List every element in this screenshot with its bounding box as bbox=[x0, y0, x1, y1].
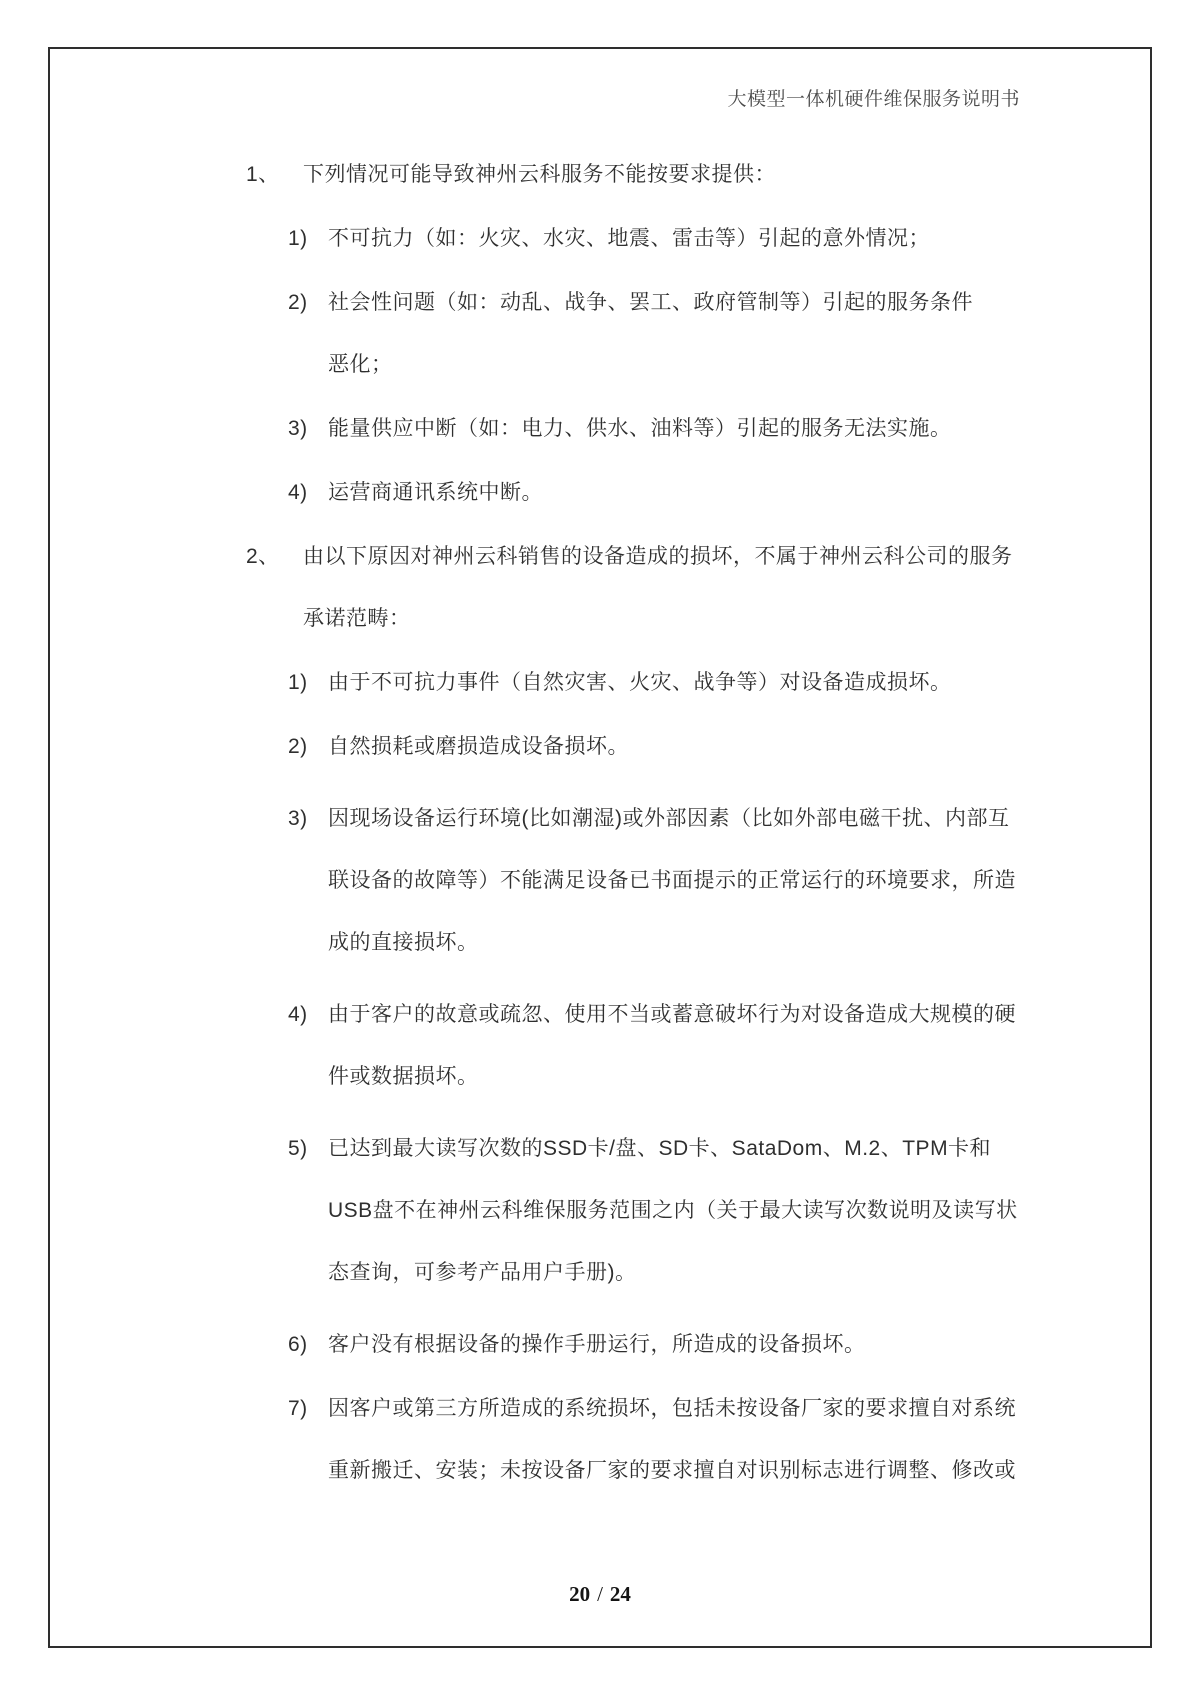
paragraph bbox=[0, 788, 1200, 974]
paragraph bbox=[0, 462, 1200, 524]
text-line: 不可抗力（如：火灾、水灾、地震、雷击等）引起的意外情况； bbox=[328, 227, 930, 250]
text-line: 恶化； bbox=[328, 353, 393, 376]
list-marker: 1、 bbox=[246, 163, 280, 186]
text-line: 自然损耗或磨损造成设备损坏。 bbox=[328, 735, 629, 758]
paragraph bbox=[0, 1378, 1200, 1502]
page-number-total: 24 bbox=[609, 1582, 631, 1606]
list-marker: 1) bbox=[288, 671, 308, 694]
paragraph bbox=[0, 984, 1200, 1108]
paragraph bbox=[0, 716, 1200, 778]
paragraph bbox=[0, 208, 1200, 270]
paragraph bbox=[0, 526, 1200, 650]
list-marker: 7) bbox=[288, 1397, 308, 1420]
text-line: 重新搬迁、安装；未按设备厂家的要求擅自对识别标志进行调整、修改或 bbox=[328, 1459, 1016, 1482]
paragraph bbox=[0, 1314, 1200, 1376]
text-line: 客户没有根据设备的操作手册运行，所造成的设备损坏。 bbox=[328, 1333, 866, 1356]
text-line: 由以下原因对神州云科销售的设备造成的损坏，不属于神州云科公司的服务 bbox=[303, 545, 1013, 568]
header-title: 大模型一体机硬件维保服务说明书 bbox=[727, 89, 1020, 110]
list-marker: 3) bbox=[288, 417, 308, 440]
text-line: 运营商通讯系统中断。 bbox=[328, 481, 543, 504]
list-marker: 3) bbox=[288, 807, 308, 830]
text-line: 因现场设备运行环境(比如潮湿)或外部因素（比如外部电磁干扰、内部互 bbox=[328, 807, 1010, 830]
text-line: 下列情况可能导致神州云科服务不能按要求提供： bbox=[303, 163, 776, 186]
list-marker: 5) bbox=[288, 1137, 308, 1160]
text-line: 社会性问题（如：动乱、战争、罢工、政府管制等）引起的服务条件 bbox=[328, 291, 973, 314]
list-marker: 6) bbox=[288, 1333, 308, 1356]
paragraph bbox=[0, 144, 1200, 206]
paragraph bbox=[0, 272, 1200, 396]
text-line: 能量供应中断（如：电力、供水、油料等）引起的服务无法实施。 bbox=[328, 417, 952, 440]
text-line: 成的直接损坏。 bbox=[328, 931, 479, 954]
text-line: 由于客户的故意或疏忽、使用不当或蓄意破坏行为对设备造成大规模的硬 bbox=[328, 1003, 1016, 1026]
page-number-separator: / bbox=[597, 1582, 603, 1606]
text-line: 件或数据损坏。 bbox=[328, 1065, 479, 1088]
paragraph bbox=[0, 398, 1200, 460]
text-line: 承诺范畴： bbox=[303, 607, 411, 630]
text-line: 因客户或第三方所造成的系统损坏，包括未按设备厂家的要求擅自对系统 bbox=[328, 1397, 1016, 1420]
text-line: 态查询，可参考产品用户手册)。 bbox=[328, 1261, 637, 1284]
list-marker: 2、 bbox=[246, 545, 280, 568]
list-marker: 4) bbox=[288, 481, 308, 504]
text-line: 由于不可抗力事件（自然灾害、火灾、战争等）对设备造成损坏。 bbox=[328, 671, 952, 694]
list-marker: 1) bbox=[288, 227, 308, 250]
list-marker: 4) bbox=[288, 1003, 308, 1026]
page-number-current: 20 bbox=[569, 1582, 591, 1606]
text-line: 联设备的故障等）不能满足设备已书面提示的正常运行的环境要求，所造 bbox=[328, 869, 1016, 892]
paragraph bbox=[0, 652, 1200, 714]
list-marker: 2) bbox=[288, 291, 308, 314]
list-marker: 2) bbox=[288, 735, 308, 758]
text-line: 已达到最大读写次数的SSD卡/盘、SD卡、SataDom、M.2、TPM卡和 bbox=[328, 1137, 992, 1160]
page-footer bbox=[0, 1582, 1200, 1607]
text-line: USB盘不在神州云科维保服务范围之内（关于最大读写次数说明及读写状 bbox=[328, 1199, 1018, 1222]
paragraph bbox=[0, 1118, 1200, 1304]
